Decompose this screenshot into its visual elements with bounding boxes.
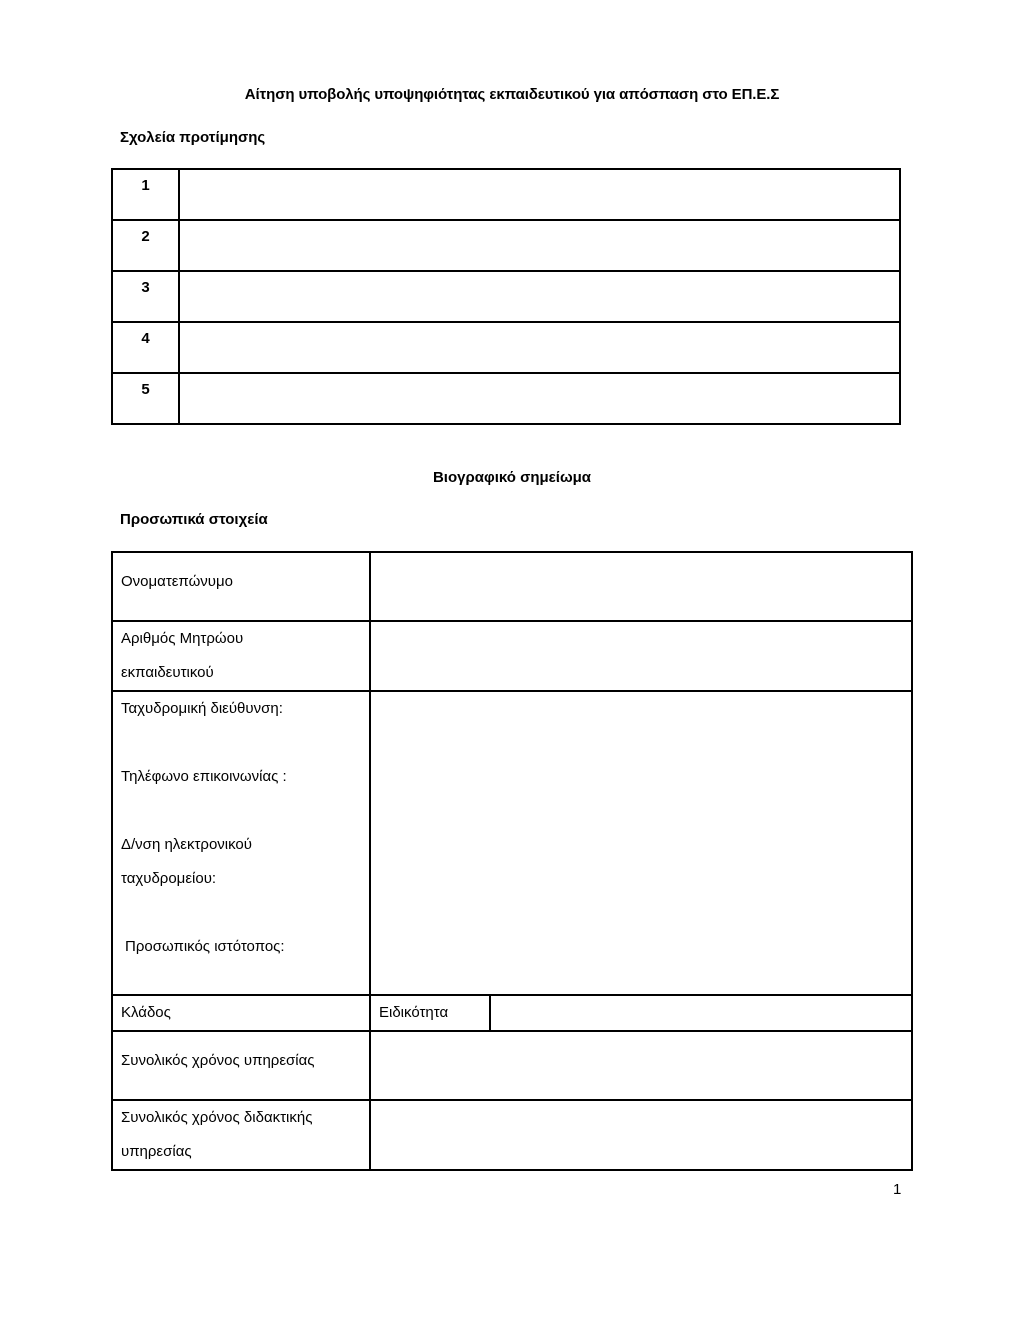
registry-number-label-line: εκπαιδευτικού	[121, 664, 214, 681]
registry-number-label-line: Αριθμός Μητρώου	[121, 630, 244, 647]
table-row	[112, 1031, 912, 1100]
teaching-service-label-line: Συνολικός χρόνος διδακτικής	[121, 1109, 313, 1126]
total-service-field[interactable]	[370, 1031, 912, 1100]
specialty-field[interactable]	[490, 995, 912, 1031]
personal-details-heading: Προσωπικά στοιχεία	[120, 511, 268, 528]
document-title: Αίτηση υποβολής υποψηφιότητας εκπαιδευτικού για απόσπαση στο ΕΠ.Ε.Σ	[244, 86, 780, 103]
table-row	[112, 373, 900, 424]
table-row	[112, 322, 900, 373]
preference-number: 2	[112, 220, 179, 271]
preference-school-field[interactable]	[179, 169, 900, 220]
preference-number: 4	[112, 322, 179, 373]
preference-number: 3	[112, 271, 179, 322]
postal-address-label: Ταχυδρομική διεύθυνση:	[121, 700, 283, 717]
preference-school-field[interactable]	[179, 271, 900, 322]
website-label: Προσωπικός ιστότοπος:	[125, 938, 285, 955]
email-label-line: ταχυδρομείου:	[121, 870, 217, 887]
full-name-field[interactable]	[370, 552, 912, 621]
page-number: 1	[893, 1181, 902, 1198]
registry-number-field[interactable]	[370, 621, 912, 691]
email-label-line: Δ/νση ηλεκτρονικού	[121, 836, 252, 853]
table-row	[112, 271, 900, 322]
school-preferences-table	[111, 168, 901, 425]
registry-number-label	[112, 621, 370, 691]
table-row	[112, 1100, 912, 1170]
preference-school-field[interactable]	[179, 373, 900, 424]
table-row	[112, 220, 900, 271]
teaching-service-field[interactable]	[370, 1100, 912, 1170]
teaching-service-label	[112, 1100, 370, 1170]
table-row	[112, 552, 912, 621]
schools-heading: Σχολεία προτίμησης	[120, 129, 266, 146]
table-row	[112, 169, 900, 220]
branch-label: Κλάδος	[112, 995, 370, 1031]
full-name-label: Ονοματεπώνυμο	[112, 552, 370, 621]
teaching-service-label-line: υπηρεσίας	[121, 1143, 192, 1160]
preference-number: 1	[112, 169, 179, 220]
preference-school-field[interactable]	[179, 322, 900, 373]
phone-label: Τηλέφωνο επικοινωνίας :	[121, 768, 287, 785]
contact-details-labels	[112, 691, 370, 995]
preference-school-field[interactable]	[179, 220, 900, 271]
table-row	[112, 621, 912, 691]
cv-heading: Βιογραφικό σημείωμα	[432, 469, 592, 486]
preference-number: 5	[112, 373, 179, 424]
personal-details-table	[111, 551, 913, 1171]
total-service-label: Συνολικός χρόνος υπηρεσίας	[112, 1031, 370, 1100]
contact-details-field[interactable]	[370, 691, 912, 995]
table-row	[112, 691, 912, 995]
table-row	[112, 995, 912, 1031]
specialty-label: Ειδικότητα	[370, 995, 490, 1031]
